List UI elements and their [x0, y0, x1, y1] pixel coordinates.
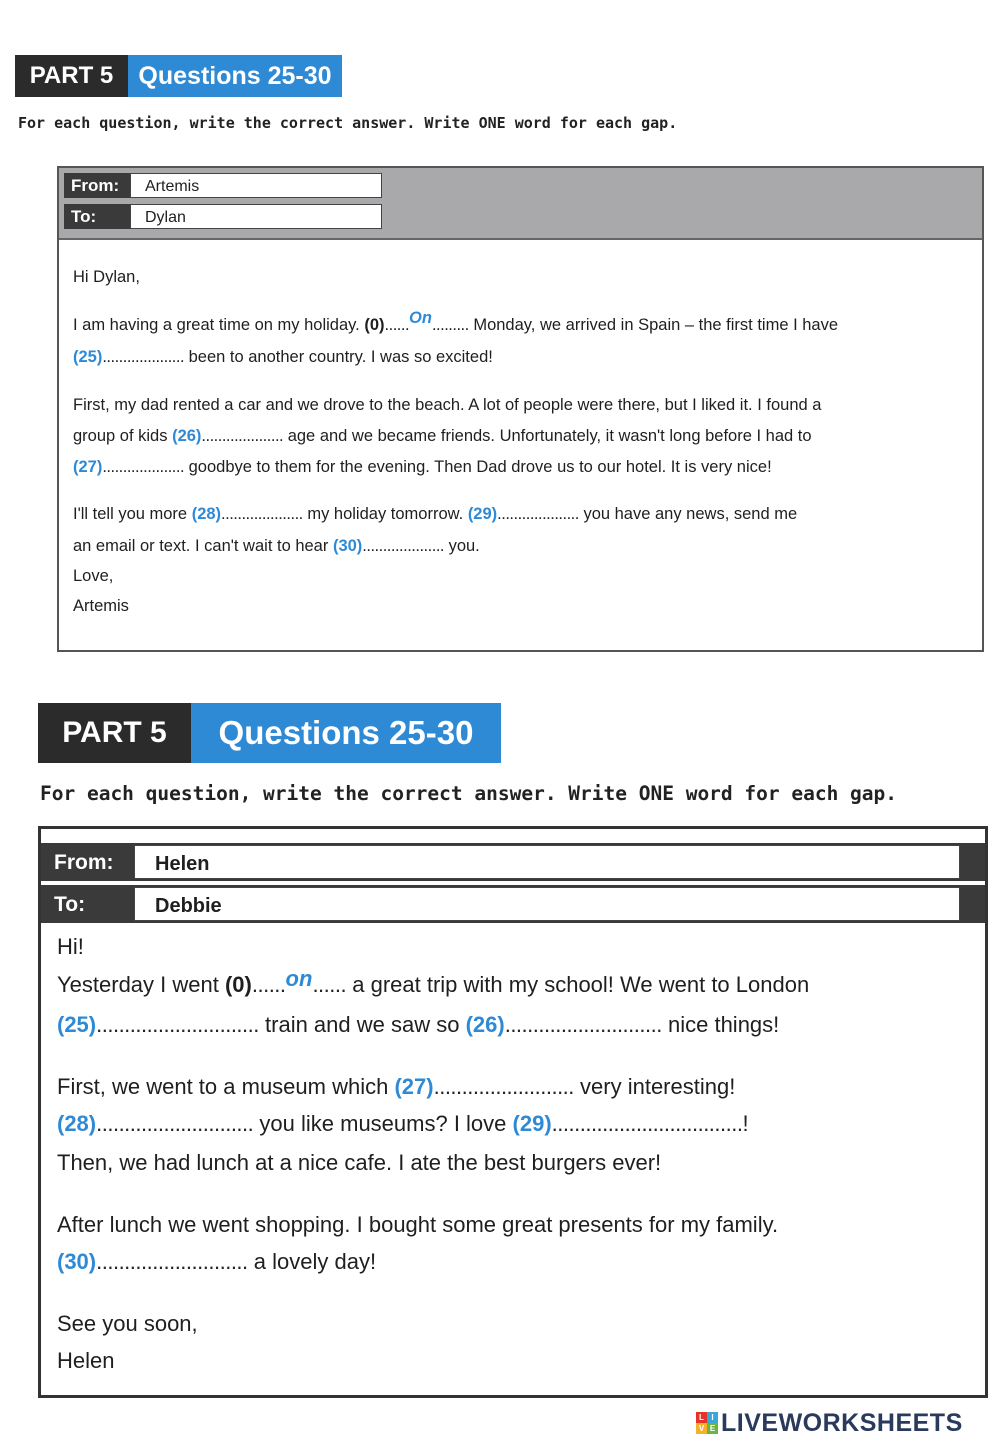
- text: nice things!: [667, 1012, 780, 1037]
- question-number: (30): [332, 537, 363, 555]
- text: age and we became friends. Unfortunately, it wasn't long before I had to: [287, 427, 812, 445]
- answer-gap-26[interactable]: ....................: [201, 427, 284, 445]
- question-number: (30): [57, 1249, 97, 1274]
- to-label: To:: [64, 204, 130, 229]
- liveworksheets-icon: [696, 1412, 718, 1434]
- question-number: (27): [73, 458, 103, 476]
- logo-letter: V: [696, 1423, 707, 1434]
- paragraph-line: [57, 1111, 748, 1137]
- paragraph-line: [73, 505, 797, 524]
- paragraph-line: [73, 309, 839, 335]
- instruction: For each question, write the correct answer. Write ONE word for each gap.: [18, 114, 678, 132]
- question-number: (29): [512, 1111, 552, 1136]
- text: train and we saw so: [265, 1012, 460, 1037]
- logo-letter: L: [696, 1412, 707, 1423]
- example-number: (0): [364, 316, 385, 334]
- liveworksheets-logo[interactable]: [696, 1410, 963, 1436]
- answer-gap-27[interactable]: .........................: [433, 1074, 574, 1099]
- signature: Artemis: [73, 597, 129, 615]
- greeting: Hi Dylan,: [73, 268, 140, 286]
- text: you have any news, send me: [583, 505, 798, 523]
- text: group of kids: [73, 427, 168, 445]
- example-answer: on: [285, 966, 313, 991]
- paragraph-line: [73, 348, 493, 367]
- question-number: (25): [57, 1012, 97, 1037]
- text: you.: [448, 537, 480, 555]
- text: a great trip with my school! We went to London: [352, 972, 810, 997]
- from-field: Helen: [134, 845, 960, 879]
- question-number: (26): [465, 1012, 505, 1037]
- text: a lovely day!: [253, 1249, 377, 1274]
- text: goodbye to them for the evening. Then Dad drove us to our hotel. It is very nice!: [188, 458, 772, 476]
- answer-gap-27[interactable]: ....................: [102, 458, 185, 476]
- greeting: Hi!: [57, 934, 84, 959]
- gap-dots: .........: [431, 316, 469, 334]
- paragraph-line: [57, 966, 810, 998]
- question-number: (28): [191, 505, 222, 523]
- text: Yesterday I went: [57, 972, 219, 997]
- gap-dots: ......: [251, 972, 286, 997]
- answer-gap-30[interactable]: ....................: [362, 537, 444, 555]
- from-label: From:: [64, 173, 130, 198]
- question-number: (29): [467, 505, 498, 523]
- text: been to another country. I was so excited!: [188, 348, 493, 366]
- text: I am having a great time on my holiday.: [73, 316, 360, 334]
- question-number: (27): [394, 1074, 434, 1099]
- text: very interesting!: [580, 1074, 736, 1099]
- answer-gap-30[interactable]: ...........................: [96, 1249, 248, 1274]
- answer-gap-28[interactable]: ....................: [221, 505, 303, 523]
- instruction: For each question, write the correct answer. Write ONE word for each gap.: [40, 782, 898, 805]
- question-number: (25): [73, 348, 103, 366]
- questions-label: Questions 25-30: [191, 703, 501, 763]
- text: an email or text. I can't wait to hear: [73, 537, 329, 555]
- example-number: (0): [224, 972, 252, 997]
- brand-name: LIVEWORKSHEETS: [721, 1408, 963, 1437]
- paragraph-line: [57, 1249, 376, 1275]
- paragraph-line: [57, 1074, 735, 1100]
- to-label: To:: [54, 893, 86, 916]
- paragraph-line: [73, 427, 812, 446]
- question-number: (26): [172, 427, 202, 445]
- logo-letter: E: [707, 1423, 718, 1434]
- signoff: See you soon,: [57, 1311, 198, 1336]
- gap-dots: ......: [384, 316, 410, 334]
- text: my holiday tomorrow.: [307, 505, 464, 523]
- part-label: PART 5: [15, 55, 128, 97]
- example-answer: On: [409, 309, 432, 327]
- logo-letter: I: [707, 1412, 718, 1423]
- paragraph-line: Then, we had lunch at a nice cafe. I ate the best burgers ever!: [57, 1150, 662, 1175]
- signoff: Love,: [73, 567, 114, 585]
- text: you like museums? I love: [259, 1111, 507, 1136]
- paragraph-line: [73, 458, 772, 477]
- text: I'll tell you more: [73, 505, 188, 523]
- paragraph-line: [73, 537, 480, 556]
- answer-gap-28[interactable]: ............................: [96, 1111, 254, 1136]
- paragraph-line: After lunch we went shopping. I bought some great presents for my family.: [57, 1212, 779, 1237]
- text: Monday, we arrived in Spain – the first time I have: [473, 316, 839, 334]
- answer-gap-29[interactable]: ....................: [497, 505, 579, 523]
- paragraph-line: [57, 1012, 779, 1038]
- from-field: Artemis: [130, 173, 382, 198]
- part-label: PART 5: [38, 703, 191, 763]
- answer-gap-29[interactable]: ..................................!: [551, 1111, 749, 1136]
- question-number: (28): [57, 1111, 97, 1136]
- answer-gap-25[interactable]: ....................: [102, 348, 185, 366]
- paragraph-line: First, my dad rented a car and we drove to the beach. A lot of people were there, but I liked it. I found a: [73, 396, 822, 414]
- signature: Helen: [57, 1348, 115, 1373]
- gap-dots: ......: [312, 972, 347, 997]
- text: First, we went to a museum which: [57, 1074, 389, 1099]
- answer-gap-25[interactable]: .............................: [96, 1012, 259, 1037]
- to-field: Debbie: [134, 887, 960, 921]
- answer-gap-26[interactable]: ............................: [504, 1012, 662, 1037]
- to-field: Dylan: [130, 204, 382, 229]
- questions-label: Questions 25-30: [128, 55, 342, 97]
- from-label: From:: [54, 851, 114, 874]
